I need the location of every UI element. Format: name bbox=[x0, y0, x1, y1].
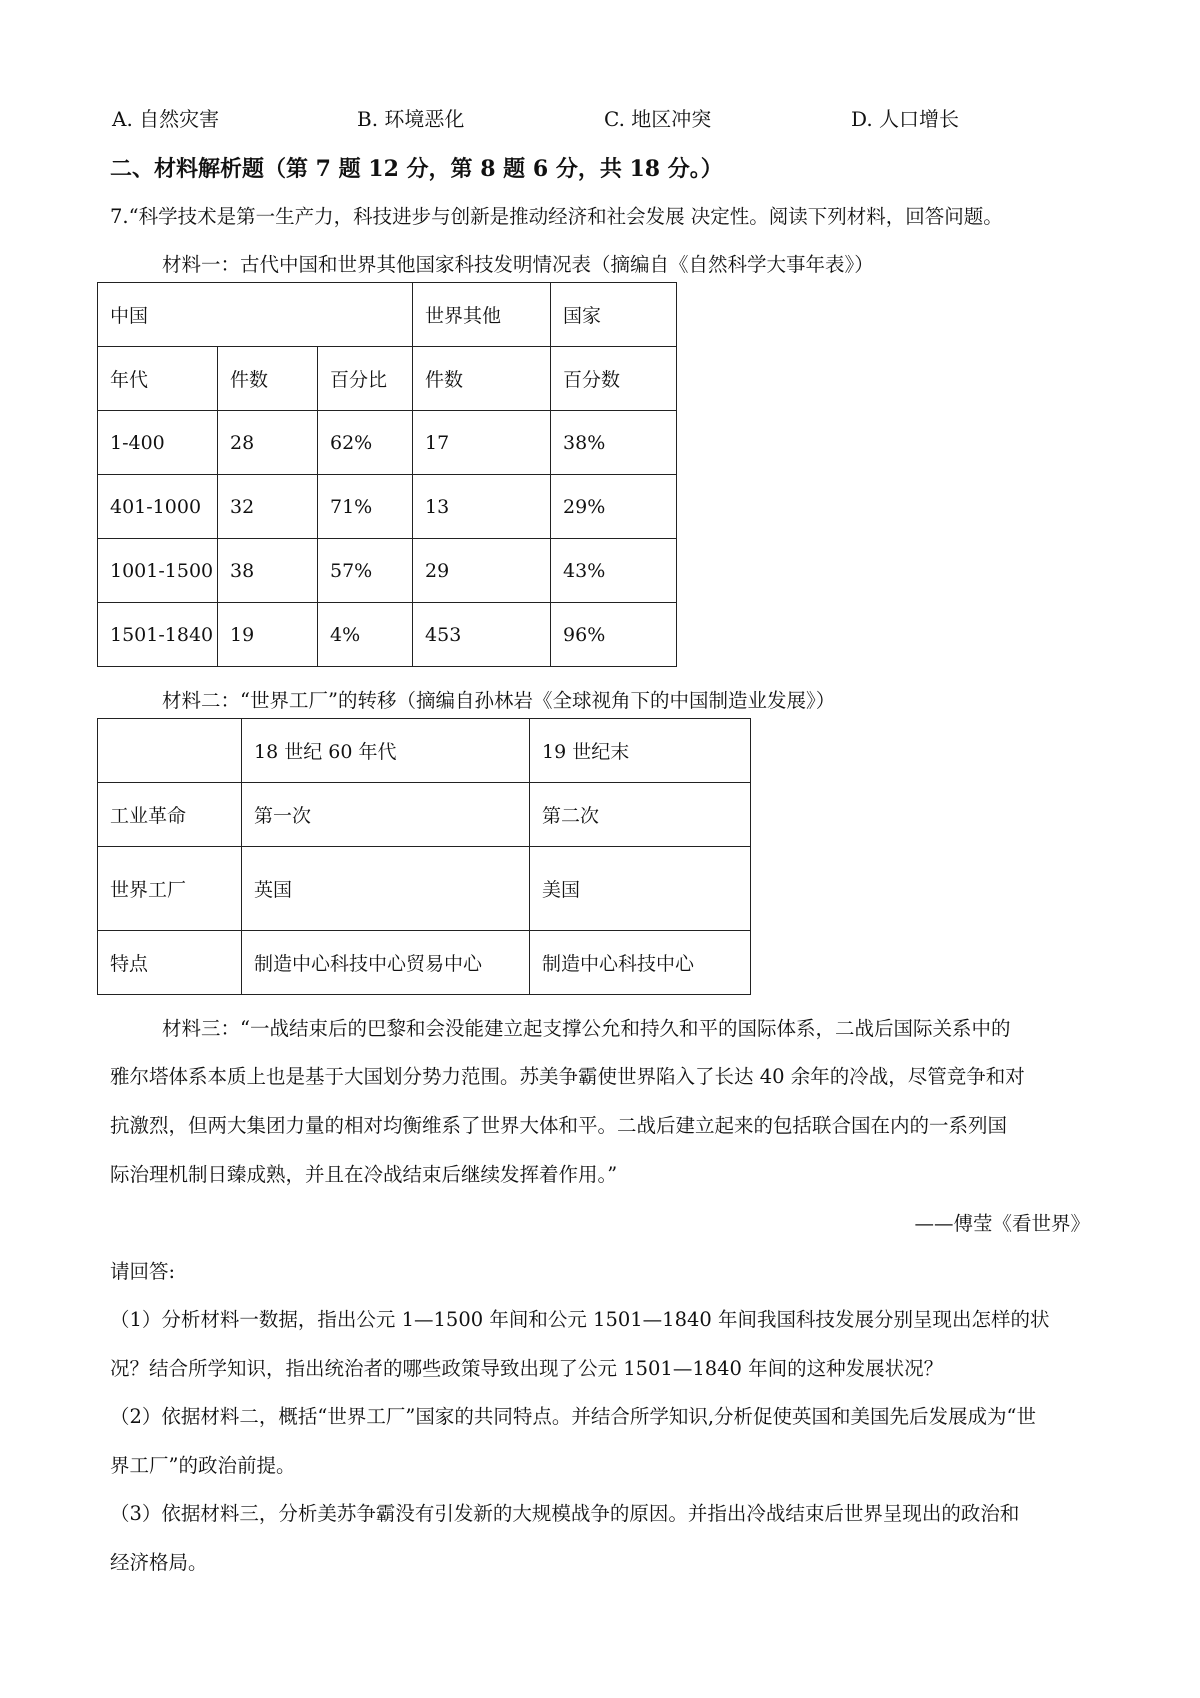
material-1-caption: 材料一：古代中国和世界其他国家科技发明情况表（摘编自《自然科学大事年表》） bbox=[162, 253, 874, 276]
material-2-caption: 材料二：“世界工厂”的转移（摘编自孙林岩《全球视角下的中国制造业发展》） bbox=[162, 689, 836, 712]
table-cell: 1-400 bbox=[98, 411, 218, 475]
table-cell: 第二次 bbox=[530, 783, 751, 847]
sub-question-1-line: 况？结合所学知识，指出统治者的哪些政策导致出现了公元 1501—1840 年间的这种发展状况？ bbox=[110, 1357, 944, 1380]
table-cell: 71% bbox=[318, 475, 413, 539]
option-a: A. 自然灾害 bbox=[112, 107, 220, 131]
table-cell: 美国 bbox=[530, 847, 751, 931]
material-3-line: 际治理机制日臻成熟，并且在冷战结束后继续发挥着作用。” bbox=[110, 1163, 618, 1186]
table-cell: 29% bbox=[551, 475, 677, 539]
table-cell: 32 bbox=[218, 475, 318, 539]
subheader-percent: 百分比 bbox=[318, 347, 413, 411]
table-cell: 1501-1840 bbox=[98, 603, 218, 667]
table-cell: 38% bbox=[551, 411, 677, 475]
option-b: B. 环境恶化 bbox=[357, 107, 465, 131]
table-cell: 1001-1500 bbox=[98, 539, 218, 603]
table-row bbox=[98, 783, 751, 847]
table-cell: 世界工厂 bbox=[98, 847, 242, 931]
question-7-stem: 7.“科学技术是第一生产力，科技进步与创新是推动经济和社会发展 决定性。阅读下列材料，回答问题。 bbox=[110, 205, 1003, 228]
table-cell: 62% bbox=[318, 411, 413, 475]
table-row bbox=[98, 539, 677, 603]
header-countries: 国家 bbox=[551, 283, 677, 347]
table-subheader-row bbox=[98, 347, 677, 411]
material-3-line: 雅尔塔体系本质上也是基于大国划分势力范围。苏美争霸使世界陷入了长达 40 余年的冷战，尽管竞争和对 bbox=[110, 1065, 1025, 1088]
subheader-count: 件数 bbox=[218, 347, 318, 411]
subheader-era: 年代 bbox=[98, 347, 218, 411]
table-cell: 57% bbox=[318, 539, 413, 603]
table-cell: 13 bbox=[413, 475, 551, 539]
table-row bbox=[98, 475, 677, 539]
subheader-percent-world: 百分数 bbox=[551, 347, 677, 411]
option-c: C. 地区冲突 bbox=[604, 107, 712, 131]
table-header-row bbox=[98, 719, 751, 783]
header-empty bbox=[98, 719, 242, 783]
table-inventions bbox=[97, 282, 677, 667]
table-cell: 29 bbox=[413, 539, 551, 603]
material-3-line: 材料三：“一战结束后的巴黎和会没能建立起支撑公允和持久和平的国际体系，二战后国际关系中的 bbox=[162, 1017, 1011, 1040]
option-d: D. 人口增长 bbox=[851, 107, 960, 131]
table-cell: 19 bbox=[218, 603, 318, 667]
table-cell: 38 bbox=[218, 539, 318, 603]
table-cell: 401-1000 bbox=[98, 475, 218, 539]
table-cell: 96% bbox=[551, 603, 677, 667]
table-cell: 英国 bbox=[242, 847, 530, 931]
table-cell: 453 bbox=[413, 603, 551, 667]
header-19th-century: 19 世纪末 bbox=[530, 719, 751, 783]
table-cell: 工业革命 bbox=[98, 783, 242, 847]
sub-question-3-line: （3）依据材料三，分析美苏争霸没有引发新的大规模战争的原因。并指出冷战结束后世界呈现出的政治和 bbox=[110, 1502, 1020, 1525]
table-cell: 制造中心科技中心 bbox=[530, 931, 751, 995]
sub-question-3-line: 经济格局。 bbox=[110, 1551, 208, 1574]
section-title: 二、材料解析题（第 7 题 12 分，第 8 题 6 分，共 18 分。） bbox=[110, 156, 723, 182]
material-3-source: ——傅莹《看世界》 bbox=[914, 1212, 1090, 1235]
table-cell: 43% bbox=[551, 539, 677, 603]
answer-prompt: 请回答: bbox=[110, 1260, 176, 1283]
table-cell: 4% bbox=[318, 603, 413, 667]
subheader-count-world: 件数 bbox=[413, 347, 551, 411]
sub-question-1-line: （1）分析材料一数据，指出公元 1—1500 年间和公元 1501—1840 年间我国科技发展分别呈现出怎样的状 bbox=[110, 1308, 1050, 1331]
table-row bbox=[98, 411, 677, 475]
table-world-factory bbox=[97, 718, 751, 995]
table-cell: 28 bbox=[218, 411, 318, 475]
table-header-row bbox=[98, 283, 677, 347]
table-cell: 特点 bbox=[98, 931, 242, 995]
header-world-other: 世界其他 bbox=[413, 283, 551, 347]
table-cell: 第一次 bbox=[242, 783, 530, 847]
table-cell: 17 bbox=[413, 411, 551, 475]
table-row bbox=[98, 603, 677, 667]
table-row bbox=[98, 931, 751, 995]
table-cell: 制造中心科技中心贸易中心 bbox=[242, 931, 530, 995]
material-3-line: 抗激烈，但两大集团力量的相对均衡维系了世界大体和平。二战后建立起来的包括联合国在内的一系列国 bbox=[110, 1114, 1008, 1137]
header-china: 中国 bbox=[98, 283, 413, 347]
sub-question-2-line: 界工厂”的政治前提。 bbox=[110, 1454, 296, 1477]
header-18th-century: 18 世纪 60 年代 bbox=[242, 719, 530, 783]
sub-question-2-line: （2）依据材料二，概括“世界工厂”国家的共同特点。并结合所学知识,分析促使英国和美国先后发展成为“世 bbox=[110, 1405, 1037, 1428]
table-row bbox=[98, 847, 751, 931]
